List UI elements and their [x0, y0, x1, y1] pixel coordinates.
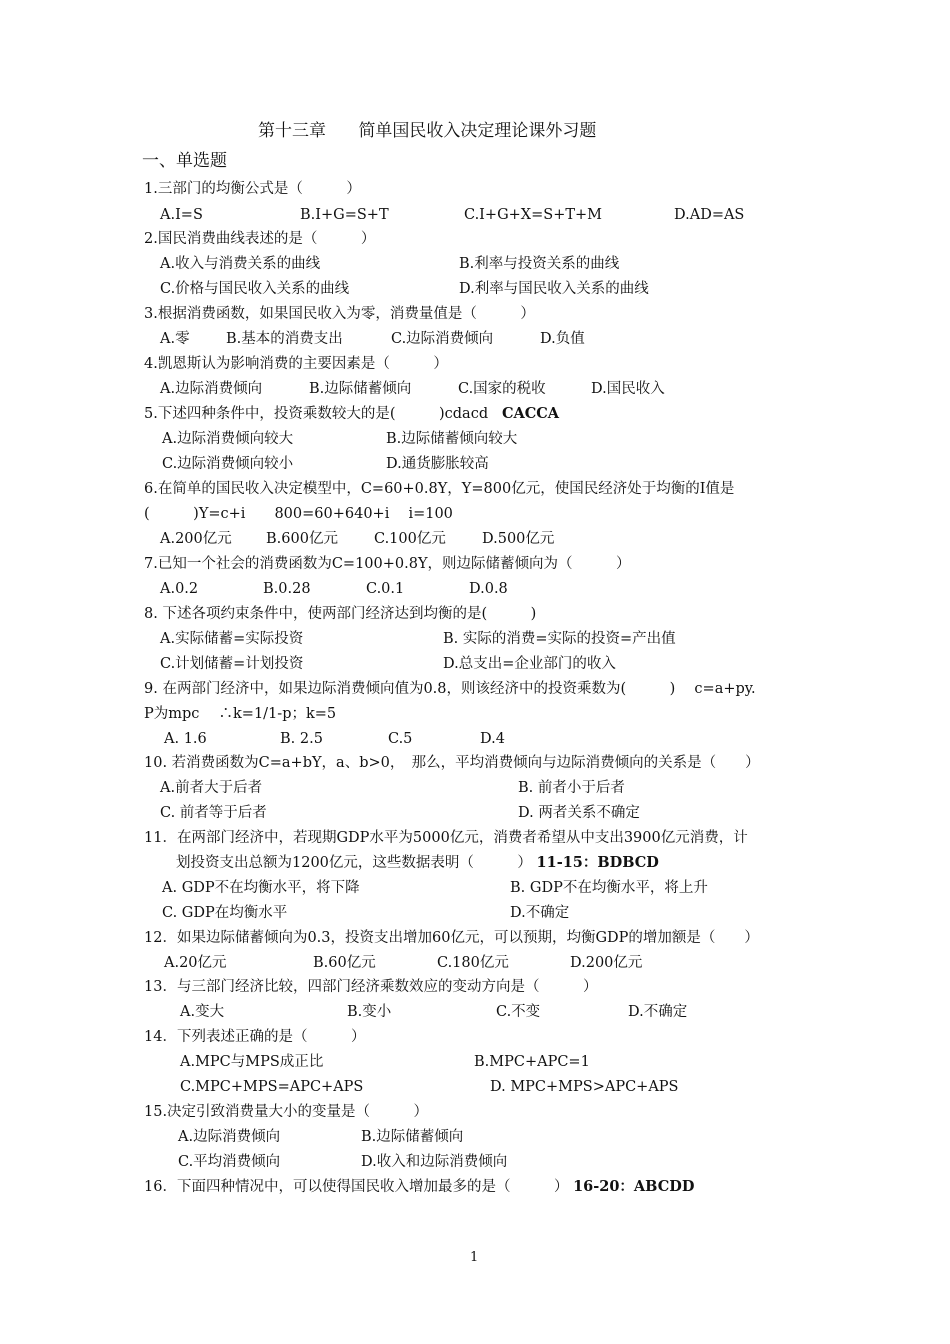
- q3-option-d: D.负值: [540, 331, 585, 347]
- q13-option-c: C.不变: [496, 1004, 541, 1020]
- q9-option-b: B. 2.5: [280, 731, 323, 747]
- section-heading: 一、单选题: [142, 151, 227, 171]
- q5-option-c: C.边际消费倾向较小: [162, 456, 294, 472]
- q1-option-b: B.I+G=S+T: [300, 207, 389, 223]
- q5-stem-text: 5.下述四种条件中，投资乘数较大的是( )cdacd: [144, 406, 489, 422]
- question-8-stem: 8. 下述各项约束条件中，使两部门经济达到均衡的是( ): [144, 606, 537, 622]
- q11-answer-note: 11-15：BDBCD: [536, 854, 659, 871]
- q4-option-c: C.国家的税收: [458, 381, 546, 397]
- chapter-label: 第十三章: [258, 121, 326, 141]
- q13-option-d: D.不确定: [628, 1004, 688, 1020]
- q4-option-d: D.国民收入: [591, 381, 665, 397]
- question-11-stem: 11．在两部门经济中，若现期GDP水平为5000亿元，消费者希望从中支出3900亿元消费，计: [144, 830, 748, 846]
- question-6-stem-line2: ( )Y=c+i 800=60+640+i i=100: [144, 506, 453, 522]
- question-9-stem: 9. 在两部门经济中，如果边际消费倾向值为0.8，则该经济中的投资乘数为( ) c=a+py.: [144, 681, 756, 697]
- q11-option-b: B. GDP不在均衡水平，将上升: [510, 880, 708, 896]
- q9-option-d: D.4: [480, 731, 505, 747]
- question-11-stem-line2: [176, 854, 659, 872]
- q14-option-c: C.MPC+MPS=APC+APS: [180, 1079, 364, 1095]
- q15-option-d: D.收入和边际消费倾向: [361, 1154, 508, 1170]
- q4-option-b: B.边际储蓄倾向: [309, 381, 412, 397]
- q1-option-a: A.I=S: [160, 207, 203, 223]
- question-16-stem: [144, 1178, 694, 1196]
- question-14-stem: 14．下列表述正确的是（ ）: [144, 1029, 366, 1045]
- q14-option-b: B.MPC+APC=1: [474, 1054, 590, 1070]
- chapter-title: 简单国民收入决定理论课外习题: [358, 121, 597, 141]
- question-15-stem: 15.决定引致消费量大小的变量是（ ）: [144, 1104, 429, 1120]
- q8-option-a: A.实际储蓄=实际投资: [160, 631, 304, 647]
- q1-option-d: D.AD=AS: [674, 207, 745, 223]
- question-7-stem: 7.已知一个社会的消费函数为C=100+0.8Y，则边际储蓄倾向为（ ）: [144, 556, 631, 572]
- question-9-stem-line2: P为mpc ∴k=1/1-p；k=5: [144, 706, 337, 722]
- q11-option-a: A. GDP不在均衡水平，将下降: [162, 880, 360, 896]
- question-6-stem: 6.在简单的国民收入决定模型中，C=60+0.8Y，Y=800亿元，使国民经济处于均衡的I值是: [144, 481, 735, 497]
- q12-option-a: A.20亿元: [164, 955, 227, 971]
- q1-option-c: C.I+G+X=S+T+M: [464, 207, 603, 223]
- q8-option-b: B. 实际的消费=实际的投资=产出值: [443, 631, 676, 647]
- question-5-stem: [144, 405, 559, 423]
- question-3-stem: 3.根据消费函数，如果国民收入为零，消费量值是（ ）: [144, 306, 535, 322]
- q5-answer-note: CACCA: [501, 405, 560, 422]
- q5-option-d: D.通货膨胀较高: [386, 456, 489, 472]
- q16-stem-text: 16．下面四种情况中，可以使得国民收入增加最多的是（ ）: [144, 1179, 569, 1195]
- page-title: [258, 116, 596, 141]
- q5-option-a: A.边际消费倾向较大: [162, 431, 294, 447]
- question-1-stem: 1.三部门的均衡公式是（ ）: [144, 181, 361, 197]
- q7-option-b: B.0.28: [263, 581, 311, 597]
- q6-option-c: C.100亿元: [374, 531, 446, 547]
- q6-option-d: D.500亿元: [482, 531, 555, 547]
- q11-option-c: C. GDP在均衡水平: [162, 905, 288, 921]
- q15-option-c: C.平均消费倾向: [178, 1154, 281, 1170]
- q2-option-a: A.收入与消费关系的曲线: [160, 256, 321, 272]
- q4-option-a: A.边际消费倾向: [160, 381, 263, 397]
- q15-option-b: B.边际储蓄倾向: [361, 1129, 464, 1145]
- q6-option-a: A.200亿元: [160, 531, 232, 547]
- q16-answer-note: 16-20：ABCDD: [573, 1178, 695, 1195]
- page-number: 1: [470, 1250, 479, 1265]
- q3-option-c: C.边际消费倾向: [391, 331, 494, 347]
- q10-option-d: D. 两者关系不确定: [518, 805, 640, 821]
- q8-option-c: C.计划储蓄=计划投资: [160, 656, 304, 672]
- q14-option-a: A.MPC与MPS成正比: [180, 1054, 324, 1070]
- q11-stem-text: 划投资支出总额为1200亿元，这些数据表明（ ）: [176, 855, 532, 871]
- q12-option-d: D.200亿元: [570, 955, 643, 971]
- question-4-stem: 4.凯恩斯认为影响消费的主要因素是（ ）: [144, 356, 448, 372]
- q8-option-d: D.总支出=企业部门的收入: [443, 656, 616, 672]
- q10-option-b: B. 前者小于后者: [518, 780, 625, 796]
- q12-option-b: B.60亿元: [313, 955, 376, 971]
- q2-option-c: C.价格与国民收入关系的曲线: [160, 281, 350, 297]
- q13-option-b: B.变小: [347, 1004, 392, 1020]
- q3-option-a: A.零: [160, 331, 190, 347]
- q2-option-b: B.利率与投资关系的曲线: [459, 256, 620, 272]
- q6-option-b: B.600亿元: [266, 531, 338, 547]
- question-13-stem: 13．与三部门经济比较，四部门经济乘数效应的变动方向是（ ）: [144, 979, 598, 995]
- q7-option-d: D.0.8: [469, 581, 508, 597]
- q7-option-c: C.0.1: [366, 581, 405, 597]
- question-12-stem: 12．如果边际储蓄倾向为0.3，投资支出增加60亿元，可以预期，均衡GDP的增加额是（ ）: [144, 930, 759, 946]
- q12-option-c: C.180亿元: [437, 955, 509, 971]
- q9-option-c: C.5: [388, 731, 413, 747]
- q10-option-a: A.前者大于后者: [160, 780, 263, 796]
- q13-option-a: A.变大: [180, 1004, 225, 1020]
- q7-option-a: A.0.2: [160, 581, 199, 597]
- q2-option-d: D.利率与国民收入关系的曲线: [459, 281, 649, 297]
- q3-option-b: B.基本的消费支出: [226, 331, 343, 347]
- q15-option-a: A.边际消费倾向: [178, 1129, 281, 1145]
- q5-option-b: B.边际储蓄倾向较大: [386, 431, 518, 447]
- q9-option-a: A. 1.6: [164, 731, 207, 747]
- question-2-stem: 2.国民消费曲线表述的是（ ）: [144, 231, 376, 247]
- q10-option-c: C. 前者等于后者: [160, 805, 267, 821]
- q14-option-d: D. MPC+MPS>APC+APS: [490, 1079, 679, 1095]
- question-10-stem: 10. 若消费函数为C=a+bY，a、b>0， 那么，平均消费倾向与边际消费倾向的关系是（ ）: [144, 755, 760, 771]
- q11-option-d: D.不确定: [510, 905, 570, 921]
